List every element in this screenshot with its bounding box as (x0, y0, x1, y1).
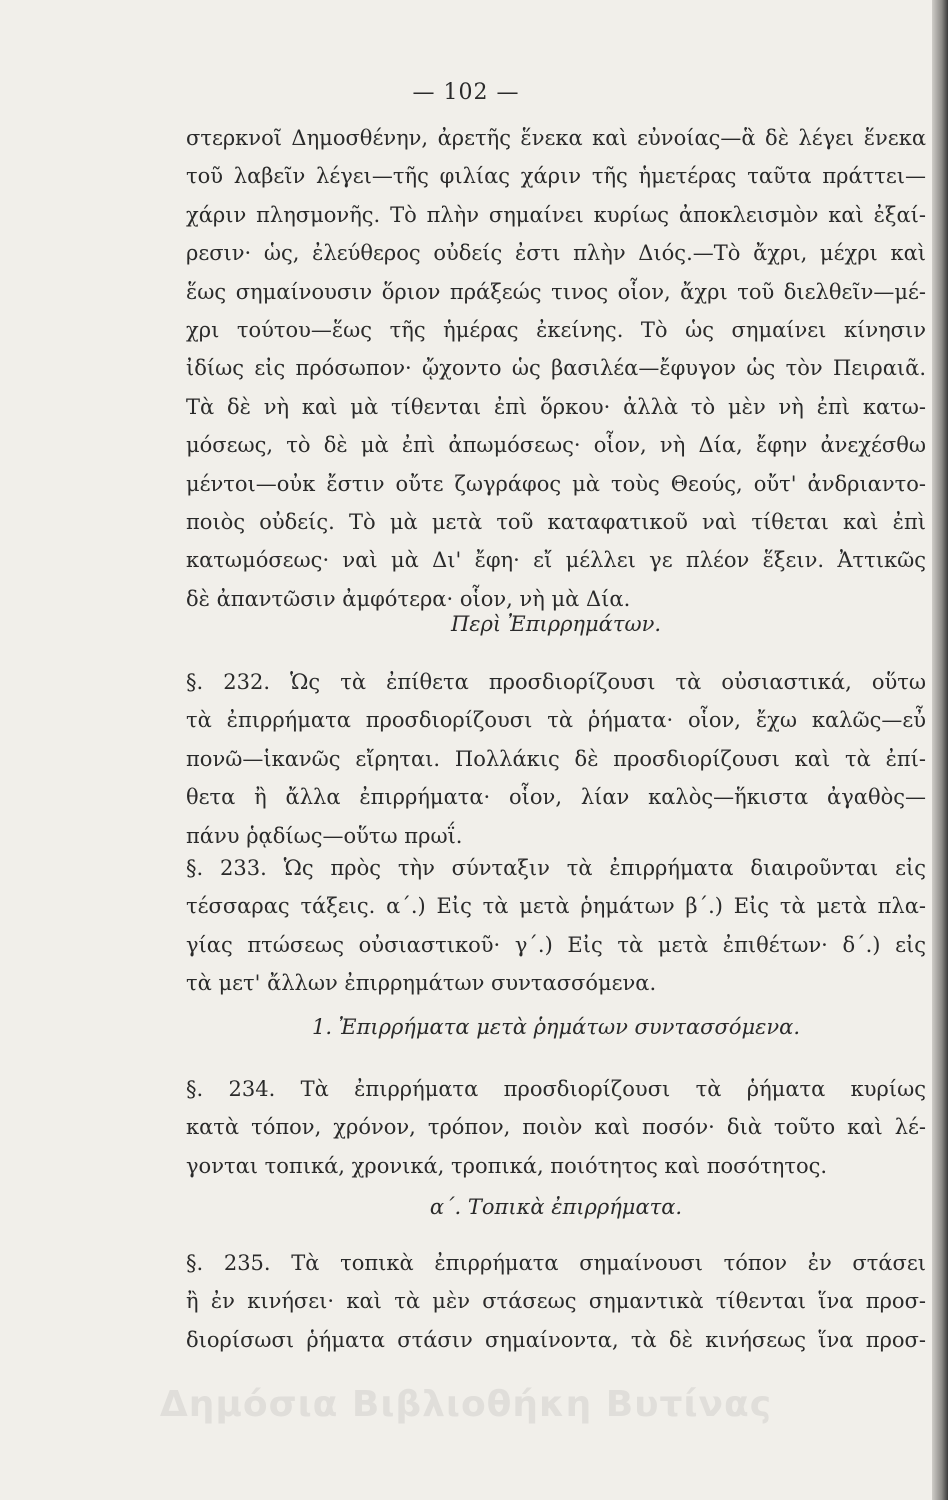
subsection-heading: 1. Ἐπιρρήματα μετὰ ῥημάτων συντασσόμενα. (311, 1015, 801, 1039)
text-line: κατωμόσεως· ναὶ μὰ Δι' ἔφη· εἴ μέλλει γε πλέον ἕξειν. Ἀττικῶς (186, 548, 926, 573)
text-line: δὲ ἀπαντῶσιν ἀμφότερα· οἷον, νὴ μὰ Δία. (186, 586, 631, 611)
paragraph-continuation (186, 119, 926, 618)
text-line: διορίσωσι ῥήματα στάσιν σημαίνοντα, τὰ δὲ κινήσεως ἵνα προσ- (186, 1327, 926, 1352)
text-line: τέσσαρας τάξεις. α΄.) Εἰς τὰ μετὰ ῥημάτων β΄.) Εἰς τὰ μετὰ πλα- (186, 894, 926, 919)
text-line: §. 234. Τὰ ἐπιρρήματα προσδιορίζουσι τὰ ῥήματα κυρίως (186, 1077, 926, 1101)
text-line: ἢ ἐν κινήσει· καὶ τὰ μὲν στάσεως σημαντικὰ τίθενται ἵνα προσ- (186, 1289, 926, 1314)
text-line: ἰδίως εἰς πρόσωπον· ᾤχοντο ὡς βασιλέα—ἔφυγον ὡς τὸν Πειραιᾶ. (186, 356, 926, 381)
text-line: κατὰ τόπον, χρόνον, τρόπον, ποιὸν καὶ ποσόν· διὰ τοῦτο καὶ λέ- (186, 1115, 926, 1140)
text-line: χρι τούτου—ἕως τῆς ἡμέρας ἐκείνης. Τὸ ὡς σημαίνει κίνησιν (186, 317, 926, 342)
text-line: Τὰ δὲ νὴ καὶ μὰ τίθενται ἐπὶ ὅρκου· ἀλλὰ τὸ μὲν νὴ ἐπὶ κατω- (186, 394, 926, 419)
text-line: πονῶ—ἱκανῶς εἴρηται. Πολλάκις δὲ προσδιορίζουσι καὶ τὰ ἐπί- (186, 746, 926, 771)
text-line: γίας πτώσεως οὐσιαστικοῦ· γ΄.) Εἰς τὰ μετὰ ἐπιθέτων· δ΄.) εἰς (186, 932, 926, 957)
text-line: §. 232. Ὡς τὰ ἐπίθετα προσδιορίζουσι τὰ οὐσιαστικά, οὕτω (186, 670, 926, 694)
text-line: γονται τοπικά, χρονικά, τροπικά, ποιότητος καὶ ποσότητος. (186, 1153, 828, 1178)
library-watermark: Δημόσια Βιβλιοθήκη Βυτίνας (159, 1384, 773, 1425)
page-edge-shadow (932, 0, 948, 1500)
text-line: τὰ μετ' ἄλλων ἐπιρρημάτων συντασσόμενα. (186, 971, 657, 996)
text-line: θετα ἢ ἄλλα ἐπιρρήματα· οἷον, λίαν καλὸς—ἥκιστα ἀγαθὸς— (186, 785, 926, 810)
section-heading: Περὶ Ἐπιρρημάτων. (450, 612, 662, 636)
text-line: μόσεως, τὸ δὲ μὰ ἐπὶ ἀπωμόσεως· οἷον, νὴ Δία, ἔφην ἀνεχέσθω (186, 433, 926, 458)
subsection-heading: α΄. Τοπικὰ ἐπιρρήματα. (429, 1195, 683, 1219)
text-line: στερκνοῖ Δημοσθένην, ἀρετῆς ἕνεκα καὶ εὐνοίας—ἃ δὲ λέγει ἕνεκα (186, 126, 926, 150)
text-line: §. 235. Τὰ τοπικὰ ἐπιρρήματα σημαίνουσι τόπον ἐν στάσει (186, 1251, 926, 1275)
text-line: ἕως σημαίνουσιν ὅριον πράξεώς τινος οἷον, ἄχρι τοῦ διελθεῖν—μέ- (186, 279, 926, 304)
text-line: §. 233. Ὡς πρὸς τὴν σύνταξιν τὰ ἐπιρρήματα διαιροῦνται εἰς (186, 856, 926, 880)
paragraph-232 (186, 663, 926, 855)
paragraph-233 (186, 849, 926, 1003)
page-number: — 102 — (412, 80, 520, 105)
text-line: χάριν πλησμονῆς. Τὸ πλὴν σημαίνει κυρίως ἀποκλεισμὸν καὶ ἐξαί- (186, 202, 926, 227)
text-line: ποιὸς οὐδείς. Τὸ μὰ μετὰ τοῦ καταφατικοῦ ναὶ τίθεται καὶ ἐπὶ (186, 509, 926, 534)
text-line: τοῦ λαβεῖν λέγει—τῆς φιλίας χάριν τῆς ἡμετέρας ταῦτα πράττει— (186, 164, 926, 189)
text-line: μέντοι—οὐκ ἔστιν οὔτε ζωγράφος μὰ τοὺς Θεούς, οὔτ' ἀνδριαντο- (186, 471, 926, 496)
text-line: πάνυ ῥᾳδίως—οὕτω πρωΐ. (186, 823, 463, 848)
paragraph-235 (186, 1244, 926, 1359)
text-line: τὰ ἐπιρρήματα προσδιορίζουσι τὰ ῥήματα· οἷον, ἔχω καλῶς—εὖ (186, 708, 926, 733)
text-line: ρεσιν· ὡς, ἐλεύθερος οὐδείς ἐστι πλὴν Διός.—Τὸ ἄχρι, μέχρι καὶ (186, 241, 926, 266)
paragraph-234 (186, 1070, 926, 1185)
